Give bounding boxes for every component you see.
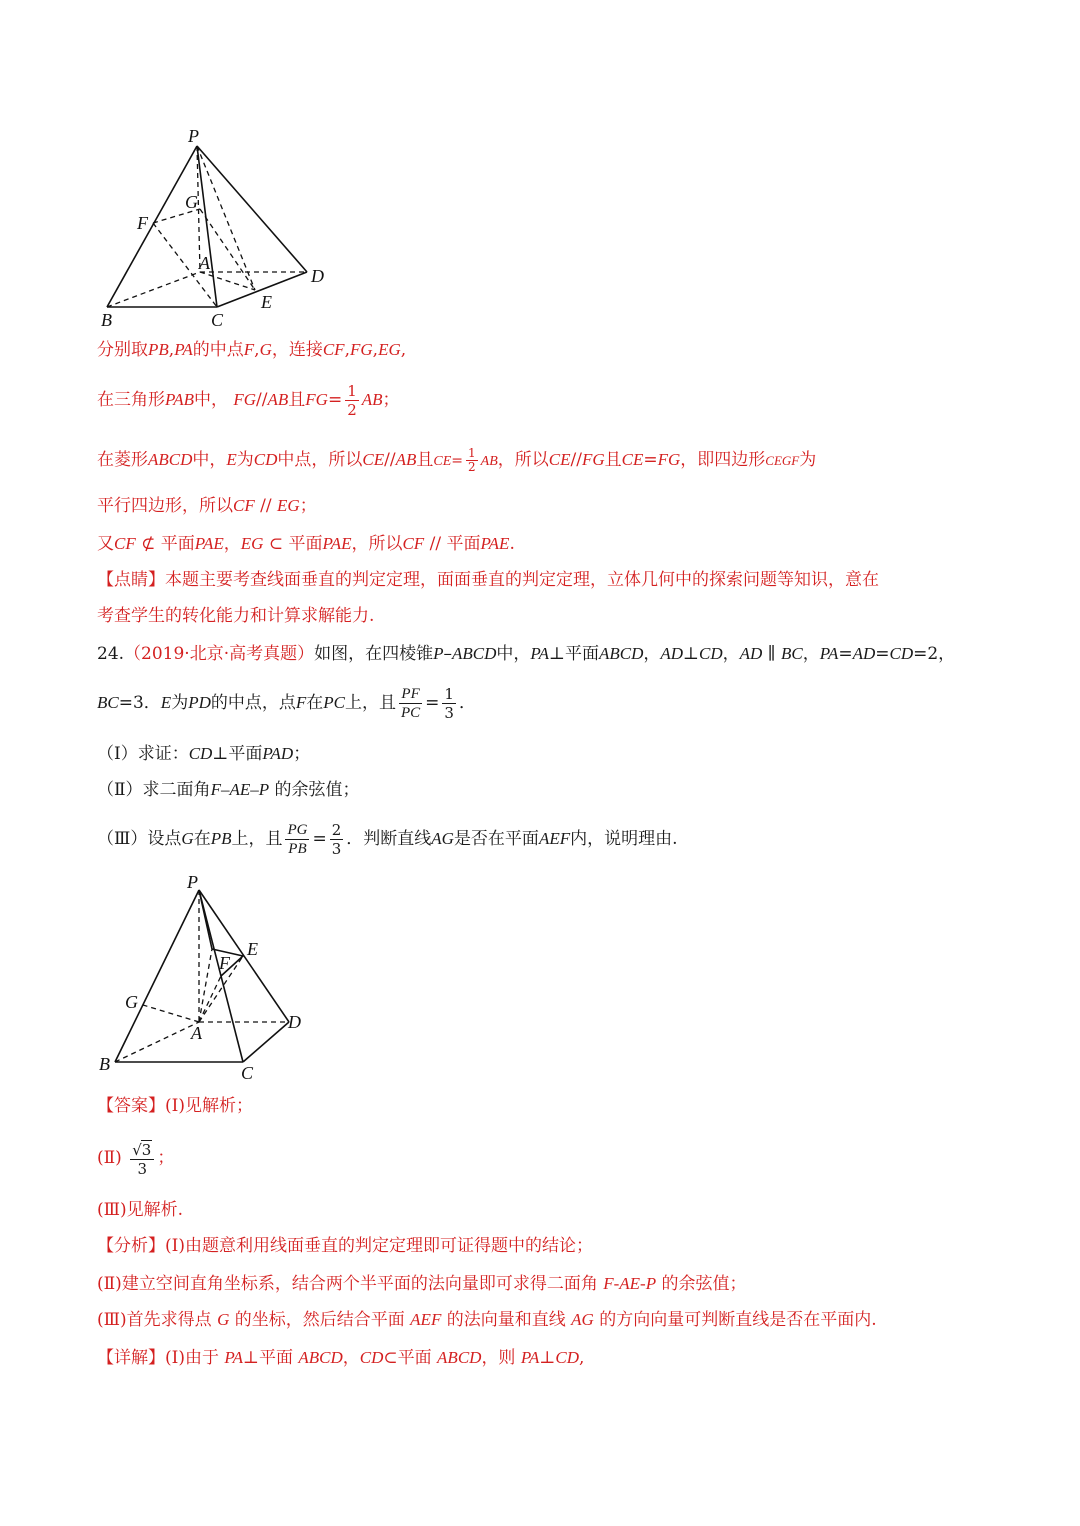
label-A: A (199, 253, 210, 273)
fraction-pf-pc: $\frac{PF}{PC}$ (400, 686, 421, 721)
label-P: P (187, 872, 198, 892)
fraction-one-third: $\frac{1}{3}$ (444, 685, 454, 722)
dianjing-line-2: 考查学生的转化能力和计算求解能力. (97, 606, 375, 626)
label-G: G (125, 992, 138, 1012)
detail-line-1: 【详解】(Ⅰ)由于 PA⊥平面 ABCD，CD⊂平面 ABCD，则 PA⊥CD, (97, 1348, 585, 1368)
answer-line-2: (Ⅱ) $\frac{√3}{3}$ ； (97, 1140, 175, 1178)
pyramid-figure-2 (95, 872, 335, 1084)
question-1: （Ⅰ）求证：CD⊥平面PAD； (97, 744, 311, 764)
label-B: B (101, 310, 112, 330)
label-D: D (311, 266, 324, 286)
answer-line-1: 【答案】(Ⅰ)见解析； (97, 1096, 253, 1116)
analysis-line-1: 【分析】(Ⅰ)由题意利用线面垂直的判定定理即可证得题中的结论； (97, 1236, 593, 1256)
fraction-half-small: $\frac{1}{2}$ (468, 446, 476, 474)
label-A: A (191, 1023, 202, 1043)
problem-24-line-2: BC=3．E为PD的中点，点F在PC上，且 $\frac{PF}{PC}$ = $\frac{1}{3}$ ． (97, 685, 476, 722)
label-D: D (288, 1012, 301, 1032)
pyramid-figure-1 (95, 122, 335, 332)
solution-line-3: 在菱形ABCD中，E为CD中点，所以CE//AB且CE= $\frac{1}{2}$ AB，所以CE//FG且CE=FG，即四边形CEGF为 (97, 446, 817, 474)
label-B: B (99, 1054, 110, 1074)
fraction-two-thirds: $\frac{2}{3}$ (331, 821, 342, 858)
analysis-line-2: (Ⅱ)建立空间直角坐标系，结合两个半平面的法向量即可求得二面角 F-AE-P 的余弦值； (97, 1274, 747, 1294)
label-C: C (211, 310, 224, 330)
problem-source: （2019·北京·高考真题） (124, 644, 315, 664)
analysis-line-3: (Ⅲ)首先求得点 G 的坐标，然后结合平面 AEF 的法向量和直线 AG 的方向向量可判断直线是否在平面内. (97, 1310, 877, 1330)
label-F: F (219, 953, 230, 973)
label-P: P (188, 126, 199, 146)
dianjing-line-1: 【点睛】本题主要考查线面垂直的判定定理，面面垂直的判定定理，立体几何中的探索问题等知识，意在 (97, 570, 879, 590)
solution-line-1: 分别取PB,PA的中点F,G，连接CF,FG,EG, (97, 340, 407, 360)
fraction-half: $\frac{1}{2}$ (347, 382, 357, 419)
label-G: G (185, 192, 198, 212)
label-F: F (137, 213, 148, 233)
question-3: （Ⅲ）设点G在PB上，且 $\frac{PG}{PB}$ = $\frac{2}{3}$ ．判断直线AG是否在平面AEF内，说明理由. (97, 821, 678, 858)
solution-line-2: 在三角形PAB中， FG//AB且FG= $\frac{1}{2}$ AB； (97, 382, 400, 419)
label-C: C (241, 1063, 254, 1083)
question-2: （Ⅱ）求二面角F–AE–P 的余弦值； (97, 780, 360, 800)
solution-line-4: 平行四边形，所以CF // EG； (97, 496, 317, 516)
problem-24-line-1: 24.（2019·北京·高考真题）如图，在四棱锥P–ABCD中，PA⊥平面ABCD，AD⊥CD，AD ∥ BC，PA=AD=CD=2， (97, 644, 956, 664)
solution-line-5: 又CF ⊄ 平面PAE，EG ⊂ 平面PAE，所以CF // 平面PAE. (97, 534, 515, 554)
fraction-sqrt3-over-3: $\frac{√3}{3}$ (130, 1140, 154, 1178)
answer-line-3: (Ⅲ)见解析. (97, 1200, 184, 1220)
label-E: E (247, 939, 258, 959)
label-E: E (261, 292, 272, 312)
fraction-pg-pb: $\frac{PG}{PB}$ (287, 822, 308, 857)
